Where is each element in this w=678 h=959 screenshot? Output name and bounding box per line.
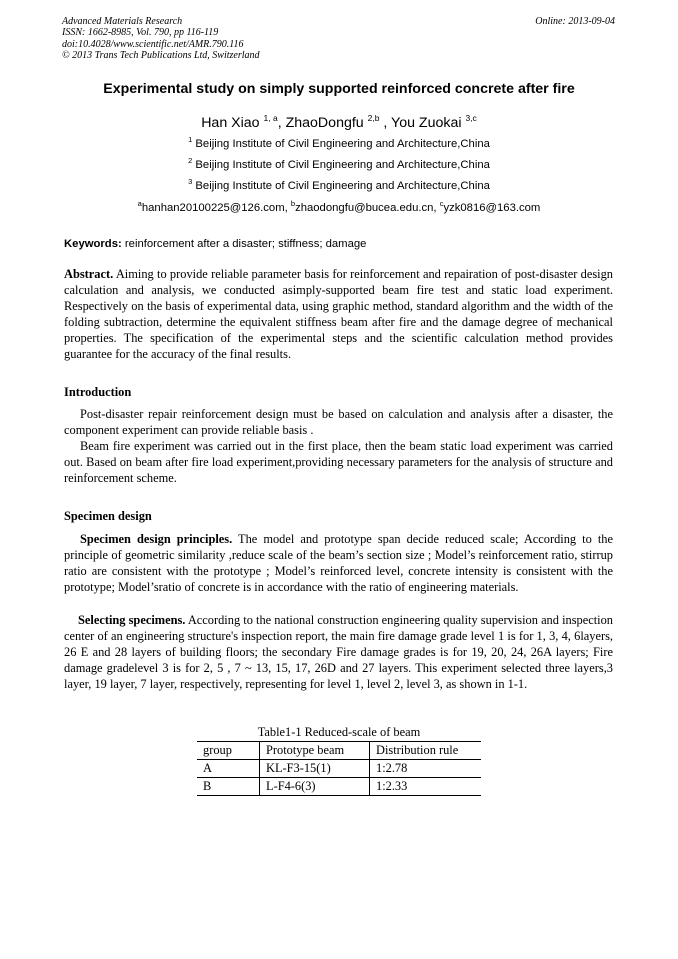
journal-header xyxy=(62,16,260,61)
affiliation-sup: 1 xyxy=(188,135,193,144)
affiliation-2 xyxy=(0,156,678,171)
table-row xyxy=(197,760,481,778)
abstract-label: Abstract. xyxy=(64,267,114,281)
author-sup: 1, a xyxy=(263,113,278,123)
table-header-cell: group xyxy=(197,742,260,760)
introduction-paragraph-2: Beam fire experiment was carried out in the first place, then the beam static load experiment was carried out. Based on beam after fire load experiment,providing necessary parameters for the analysis of structure and reinforcement scheme. xyxy=(64,439,613,486)
selecting-specimens-text: According to the national construction engineering quality supervision and inspection center of an engineering structure's inspection report, the main fire damage grade level 1 is for 1, 3, 4, 6layers, 26 E and 28 layers of building floors; the secondary Fire damage grades is for 19, 20, 24, 26A layers; Fire damage gradelevel 3 is for 2, 5 , 7 ~ 13, 15, 17, 26D and 27 layers. This experiment selected three layers,3 layer, 19 layer, 7 layer, respectively, representing for level 1, level 2, level 3, as shown in 1-1. xyxy=(64,613,614,692)
affiliation-text: Beijing Institute of Civil Engineering and Architecture,China xyxy=(195,138,490,150)
issn-line: ISSN: 1662-8985, Vol. 790, pp 116-119 xyxy=(62,27,219,39)
affiliation-1 xyxy=(0,135,678,150)
design-principles-text: The model and prototype span decide reduced scale; According to the principle of geometric similarity ,reduce scale of the beam’s section size ; Model’s reinforcement ratio, stirrup ratio are consistent with the prototype ; Model’s reinforced level, concrete intensity is consistent with the prototype; Model’sratio of concrete is in accordance with the ratio of engineering materials. xyxy=(64,532,613,595)
specimen-design-heading: Specimen design xyxy=(64,509,152,523)
author-sup: 2,b xyxy=(367,113,380,123)
table-cell: B xyxy=(197,778,260,796)
affiliation-text: Beijing Institute of Civil Engineering and Architecture,China xyxy=(195,159,490,171)
table-cell: 1:2.33 xyxy=(370,778,482,796)
abstract-text: Aiming to provide reliable parameter basis for reinforcement and repairation of post-disaster design calculation and analysis, we conducted asimply-supported beam fire test and static load experiment. Respectively on the basis of experimental data, using graphic method, standard algorithm and the width of the folding subtraction, determine the equivalent stiffness beam after fire and the damage degree of mechanical properties. The specification of the experimental steps and the scientific calculation method provides guarantee for the accuracy of the final results. xyxy=(64,267,613,362)
author-name: Han Xiao xyxy=(201,115,260,131)
table-cell: KL-F3-15(1) xyxy=(260,760,370,778)
introduction-heading: Introduction xyxy=(64,385,132,399)
keywords xyxy=(64,238,366,250)
table-header-cell: Distribution rule xyxy=(370,742,482,760)
table-caption: Table1-1 Reduced-scale of beam xyxy=(257,725,421,739)
affiliation-sup: 2 xyxy=(188,156,193,165)
email-link[interactable]: zhaodongfu@bucea.edu.cn xyxy=(295,202,434,214)
table-header-row xyxy=(197,742,481,760)
design-principles-label: Specimen design principles. xyxy=(80,532,233,546)
author-line: Han Xiao $^{1, a}$, ZhaoDongfu $^{2,b}$ , You Zuokai $^{3,c}$ xyxy=(201,113,477,131)
paper-title: Experimental study on simply supported reinforced concrete after fire xyxy=(103,81,575,97)
email-sup: b xyxy=(290,199,296,208)
author-name: ZhaoDongfu xyxy=(285,115,364,131)
email-link[interactable]: yzk0816@163.com xyxy=(443,202,541,214)
email-link[interactable]: hanhan20100225@126.com xyxy=(141,202,285,214)
reduced-scale-table xyxy=(197,741,481,796)
affiliation-text: Beijing Institute of Civil Engineering and Architecture,China xyxy=(195,180,490,192)
copyright-line: © 2013 Trans Tech Publications Ltd, Switzerland xyxy=(62,49,260,61)
affiliation-sup: 3 xyxy=(188,177,193,186)
keywords-text: reinforcement after a disaster; stiffness; damage xyxy=(124,238,367,250)
doi-line: doi:10.4028/www.scientific.net/AMR.790.116 xyxy=(62,38,244,50)
affiliation-3 xyxy=(0,177,678,192)
selecting-specimens-label: Selecting specimens. xyxy=(78,613,186,627)
author-name: You Zuokai xyxy=(391,115,462,131)
email-sup: a xyxy=(137,199,142,208)
selecting-specimens-paragraph xyxy=(64,612,613,692)
design-principles-paragraph xyxy=(64,531,613,595)
table-cell: A xyxy=(197,760,260,778)
introduction-paragraph-1: Post-disaster repair reinforcement design must be based on calculation and analysis after a disaster, the component experiment can provide reliable basis . xyxy=(64,407,613,438)
abstract xyxy=(64,266,613,363)
table-cell: 1:2.78 xyxy=(370,760,482,778)
keywords-label: Keywords: xyxy=(64,238,122,250)
email-line: $^a$hanhan20100225@126.com, $^b$zhaodongfu@bucea.edu.cn, $^c$yzk0816@163.com xyxy=(137,199,541,214)
online-date: Online: 2013-09-04 xyxy=(535,16,615,27)
author-sup: 3,c xyxy=(465,113,477,123)
journal-name: Advanced Materials Research xyxy=(62,16,183,27)
email-sup: c xyxy=(439,199,444,208)
table-cell: L-F4-6(3) xyxy=(260,778,370,796)
table-row xyxy=(197,778,481,796)
table-header-cell: Prototype beam xyxy=(260,742,370,760)
